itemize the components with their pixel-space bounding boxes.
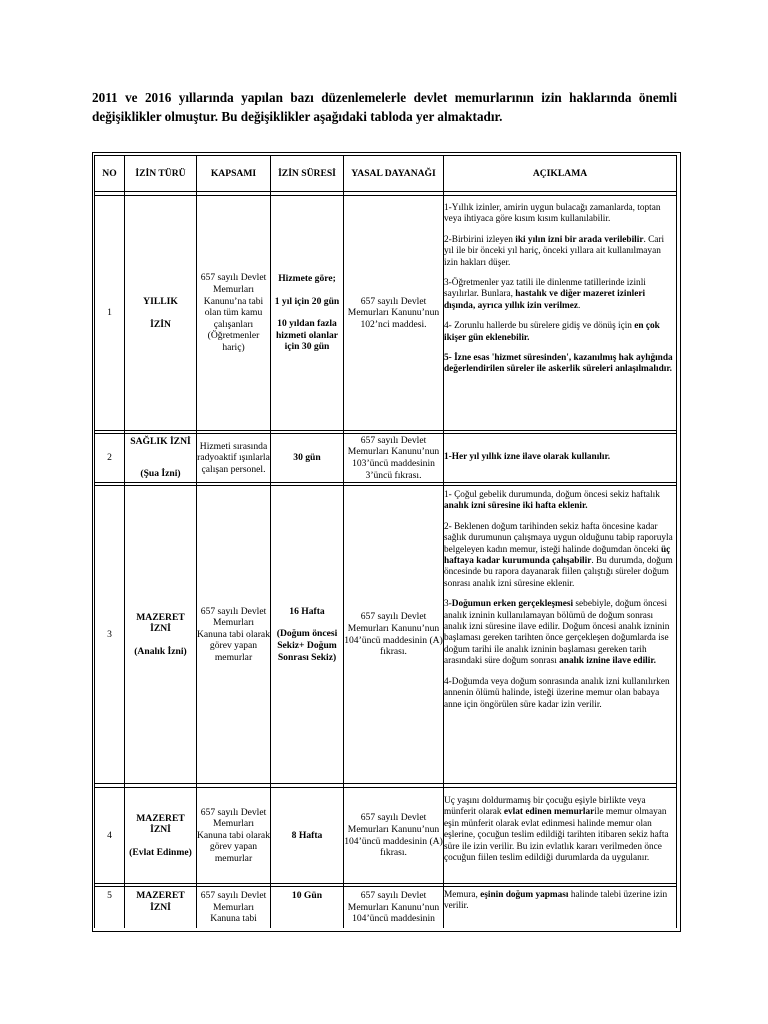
- row1-turu-line2: İZİN: [150, 318, 171, 330]
- row5-no: 5: [107, 890, 112, 901]
- row4-turu-line1: MAZERET İZNİ: [136, 812, 185, 836]
- header-izin-suresi: İZİN SÜRESİ: [278, 167, 336, 179]
- row1-aciklama-item2: 2-Birbirini izleyen iki yılın izni bir arada verilebilir. Cari yıl ile bir önceki yıl hariç, önceki yıllara ait kullanılmayan izin hakları düşer.: [444, 234, 665, 268]
- row3-kapsam: 657 sayılı Devlet Memurları Kanuna tabi olarak görev yapan memurlar: [197, 605, 270, 663]
- row1-no: 1: [107, 307, 112, 319]
- row3-no: 3: [107, 628, 112, 640]
- row1-aciklama-item5: 5- İzne esas 'hizmet süresinden', kazanılmış hak aylığında değerlendirilen süreler ile askerlik süreleri anlaşılmalıdır.: [444, 353, 673, 375]
- row2-no: 2: [107, 452, 112, 464]
- row5-yasal: 657 sayılı Devlet Memurları Kanunu’nun 104’üncü maddesinin: [347, 890, 440, 925]
- row-divider: [94, 482, 677, 483]
- row4-izin-suresi: 8 Hafta: [291, 829, 323, 841]
- row4-no: 4: [107, 829, 112, 841]
- row2-izin-suresi: 30 gün: [293, 452, 321, 464]
- row3-aciklama-item2: 2- Beklenen doğum tarihinden sekiz hafta öncesine kadar sağlık durumunun çalışmaya uygun olduğunu tabip raporuyla belgeleyen kadın memur, isteği halinde doğumdan önceki üç haftaya kadar kurumunda çalışabilir. Bu durumda, doğum öncesinde bu rapora dayanarak fiilen çalıştığı süreler doğum sonrası analık izni süresine eklenir.: [444, 521, 673, 589]
- row-divider: [94, 783, 677, 784]
- header-izin-turu: İZİN TÜRÜ: [135, 167, 186, 179]
- row3-aciklama-item3: 3-Doğumun erken gerçekleşmesi sebebiyle, doğum öncesi analık izninin kullanılamayan bölümü de doğum sonrası analık izni süresine ilave edilir. Doğum öncesi analık izninin başlaması gereken tarihten önce gerçekleşen doğumlarda ise doğum tarihi ile analık izninin başlaması gereken tarih arasındaki süre doğum sonrası analık iznine ilave edilir.: [444, 599, 670, 667]
- row4-yasal: 657 sayılı Devlet Memurları Kanunu’nun 104’üncü maddesinin (A) fıkrası.: [344, 812, 443, 859]
- row3-aciklama: [444, 490, 675, 782]
- row2-izin-turu: [125, 434, 196, 482]
- row3-yasal: 657 sayılı Devlet Memurları Kanunu’nun 104’üncü maddesinin (A) fıkrası.: [344, 611, 443, 658]
- row2-turu-line2: (Şua İzni): [140, 468, 181, 480]
- row1-turu-line1: YILLIK: [143, 295, 178, 307]
- row-divider: [94, 883, 677, 884]
- row1-aciklama-item1: 1-Yıllık izinler, amirin uygun bulacağı zamanlarda, toptan veya ihtiyaca göre kısım kısım kullanılabilir.: [444, 203, 661, 225]
- row2-yasal: 657 sayılı Devlet Memurları Kanunu’nun 103’üncü maddesinin 3’üncü fıkrası.: [347, 434, 440, 481]
- header-no: NO: [102, 167, 117, 179]
- row2-kapsam: Hizmeti sırasında radyoaktif ışınlarla çalışan personel.: [197, 440, 270, 475]
- row3-aciklama-item1: 1- Çoğul gebelik durumunda, doğum öncesi sekiz haftalık analık izni süresine iki hafta eklenir.: [444, 490, 660, 512]
- row3-turu-line2: (Analık İzni): [134, 645, 187, 657]
- row1-izin-suresi: [271, 196, 343, 430]
- row3-izin-suresi: [271, 486, 343, 783]
- row-divider: [94, 430, 677, 431]
- row3-izin-turu: [125, 486, 196, 783]
- row5-izin-turu: MAZERET İZNİ: [136, 890, 185, 913]
- row4-aciklama: [444, 796, 675, 882]
- header-kapsami: KAPSAMI: [210, 167, 257, 179]
- row1-sure-line3: 10 yıldan fazla hizmeti olanlar için 30 gün: [275, 318, 339, 353]
- row4-kapsam: 657 sayılı Devlet Memurları Kanuna tabi olarak görev yapan memurlar: [197, 806, 270, 864]
- row5-aciklama: [444, 890, 675, 926]
- row4-turu-line2: (Evlat Edinme): [129, 846, 192, 858]
- row3-turu-line1: MAZERET İZNİ: [136, 611, 185, 635]
- row1-sure-line2: 1 yıl için 20 gün: [274, 295, 340, 307]
- row1-yasal: 657 sayılı Devlet Memurları Kanunu’nun 102’nci maddesi.: [347, 295, 440, 330]
- col-divider: [676, 155, 677, 928]
- row3-sure-line1: 16 Hafta: [289, 605, 325, 617]
- row1-aciklama: [444, 203, 675, 429]
- row5-aciklama-item1: Memura, eşinin doğum yapması halinde talebi üzerine izin verilir.: [444, 890, 668, 912]
- intro-paragraph: 2011 ve 2016 yıllarında yapılan bazı düzenlemelerle devlet memurlarının izin haklarında önemli değişiklikler olmuştur. Bu değişiklikler aşağıdaki tabloda yer almaktadır.: [92, 90, 677, 124]
- row3-aciklama-item4: 4-Doğumda veya doğum sonrasında analık izni kullanılırken annenin ölümü halinde, isteği üzerine memur olan babaya anne için öngörülen süre kadar izin verilir.: [444, 676, 670, 710]
- row4-aciklama-item1: Üç yaşını doldurmamış bir çocuğu eşiyle birlikte veya münferit olarak evlat edinen memurlarile memur olmayan eşin münferit olarak evlat edinmesi halinde memur olan eşlerine, çocuğun teslim edildiği tarihten itibaren sekiz hafta süre ile izin verilir. Bu izin evlatlık kararı verilmeden önce çocuğun fiilen teslim edildiği durumlarda da uygulanır.: [444, 796, 669, 864]
- row4-izin-turu: [125, 788, 196, 883]
- row5-kapsam: 657 sayılı Devlet Memurları Kanuna tabi: [200, 890, 267, 925]
- row1-sure-line1: Hizmete göre;: [278, 273, 336, 285]
- header-aciklama: AÇIKLAMA: [532, 167, 588, 179]
- row2-aciklama: 1-Her yıl yıllık izne ilave olarak kullanılır.: [444, 452, 611, 462]
- row-divider: [94, 191, 677, 192]
- header-yasal-dayanagi: YASAL DAYANAĞI: [351, 167, 436, 179]
- row1-aciklama-item3: 3-Öğretmenler yaz tatili ile dinlenme tatillerinde izinli sayılırlar. Bunlara, hastalık ve diğer mazeret izinleri dışında, ayrıca yıllık izin verilmez.: [444, 278, 646, 311]
- row1-aciklama-item4: 4- Zorunlu hallerde bu sürelere gidiş ve dönüş için en çok ikişer gün eklenebilir.: [444, 321, 660, 343]
- row1-izin-turu: [125, 196, 196, 430]
- row3-sure-line2: (Doğum öncesi Sekiz+ Doğum Sonrası Sekiz): [276, 628, 338, 663]
- row5-izin-suresi: 10 Gün: [291, 890, 323, 901]
- row1-kapsam: 657 sayılı Devlet Memurları Kanunu’na tabi olan tüm kamu çalışanları (Öğretmenler hariç): [200, 272, 267, 353]
- row2-turu-line1: SAĞLIK İZNİ: [130, 436, 191, 447]
